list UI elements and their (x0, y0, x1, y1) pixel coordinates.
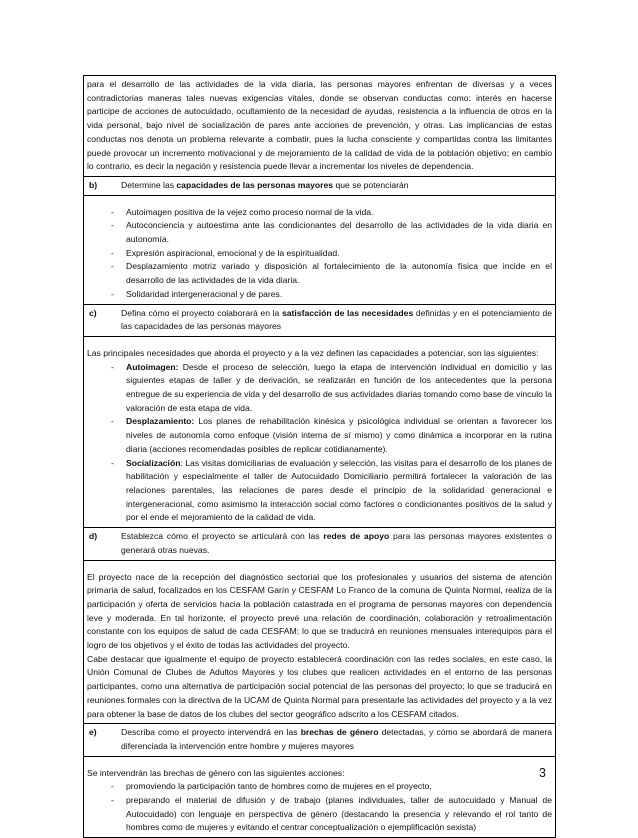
answer-e-cell (84, 756, 555, 838)
question-d-letter: d) (89, 531, 98, 542)
question-e-text (121, 726, 552, 753)
list-item (87, 415, 552, 456)
list-item: - promoviendo la participación tanto de hombres como de mujeres en el proyecto, (87, 780, 552, 794)
answer-c-intro: Las principales necesidades que aborda el proyecto y a la vez definen las capacidades a potenciar, son las siguientes: (87, 347, 539, 358)
list-item: - Solidaridad intergeneracional y de pares. (87, 288, 552, 302)
answer-d-cell (84, 560, 555, 724)
need-text: Desde el proceso de selección, luego la etapa de intervención individual en domicilio y las siguientes etapas de taller y de derivación, se realizarán en función de los antecedentes que la persona entregue de su experiencia de vida y del desarrollo de sus actividades diarias tomando como base de vinculo la valoración de esta etapa de vida. (126, 361, 552, 413)
question-d-pre: Establezca cómo el proyecto se articulará con las (121, 531, 324, 542)
list-item: - Expresión aspiracional, emocional y de la espiritualidad. (87, 247, 552, 261)
question-b-pre: Determine las (121, 179, 177, 190)
answer-d-paragraph-1: El proyecto nace de la recepción del diagnóstico sectorial que los profesionales y usuarios del sistema de atención primaria de salud, focalizados en los CESFAM Garín y CESFAM Lo Franco de la comuna de Quinta Normal, realiza de la participación y oferta de servicios hacia la población catastrada en el programa de personas mayores con dependencia leve y moderada. En tal horizonte, el proyecto prevé una relación de coordinación, colaboración y retroalimentación constante con los equipos de salud de cada CESFAM; lo que se traducirá en reuniones mensuales interequipos para el logro de los objetivos y el éxito de todas las actividades del proyecto. (87, 571, 552, 651)
page-number: 3 (539, 766, 546, 780)
answer-e-intro: Se intervendrán las brechas de género con las siguientes acciones: (87, 767, 345, 778)
need-term: Socialización (126, 457, 181, 468)
question-b-letter: b) (89, 179, 98, 190)
question-e-post: detectadas, y cómo se abordará de manera diferenciada la intervención entre hombre y mujeres mayores (121, 727, 552, 751)
needs-list (87, 361, 552, 525)
question-e-bold: brechas de género (300, 727, 379, 738)
capacities-list (87, 206, 552, 302)
need-term: Autoimagen: (126, 361, 179, 372)
list-item: - Autoimagen positiva de la vejez como proceso normal de la vida. (87, 206, 552, 220)
gender-actions-list (87, 780, 552, 835)
question-b-post: que se potenciarán (333, 179, 409, 190)
question-d-bold: redes de apoyo (323, 531, 390, 542)
question-c-bold: satisfacción de las necesidades (282, 307, 414, 318)
question-d-text (121, 530, 552, 557)
need-term: Desplazamiento: (126, 416, 195, 427)
question-c-letter: c) (89, 307, 97, 318)
questionnaire-table (83, 75, 556, 838)
question-c-row (84, 304, 555, 336)
intro-cell (84, 76, 555, 176)
question-e-row (84, 723, 555, 755)
list-item: - preparando el material de difusión y de trabajo (planes individuales, taller de autocuidado y Manual de Autocuidado) con lenguaje en perspectiva de género (destacando la presencia y relevando el rol tanto de hombres como de mujeres y evitando el centrar conceptualización o ejemplificación sexista) (87, 794, 552, 835)
question-d-post: para las personas mayores existentes o generará otras nuevas. (121, 531, 552, 555)
question-c-post: definidas y en el potenciamiento de las capacidades de las personas mayores (121, 307, 552, 332)
list-item (87, 361, 552, 416)
list-item: - Autoconciencia y autoestima ante las condicionantes del desarrollo de las actividades de la vida diaria en autonomía. (87, 219, 552, 246)
need-text: : Las visitas domiciliarias de evaluación y selección, las visitas para el desarrollo de los planes de habilitación y especialmente el taller de Autocuidado Domiciliario permitirá fortalecer la valoración de las relaciones parentales, las relaciones de pares desde el principio de la solidaridad generacional e intergeneracional, como asimismo la interacción social como factores o condicionantes positivos de la salud y por el ende el mejoramiento de la calidad de vida. (126, 457, 552, 523)
need-text: Los planes de rehabilitación kinésica y psicológica individual se orientan a favorecer los niveles de autonomía como enfoque (visión interna de sí mismo) y como dinámica a incorporar en la rutina diaria (acciones recomendadas posibles de replicar cotidianamente). (126, 416, 552, 454)
question-d-row (84, 527, 555, 559)
question-b-text (121, 179, 552, 193)
answer-d-paragraph-2: Cabe destacar que igualmente el equipo de proyecto establecerá coordinación con las redes sociales, en este caso, la Unión Comunal de Clubes de Adultos Mayores y los clubes que realicen actividades en el entorno de las personas participantes, como una alternativa de participación social potencial de las personas del proyecto; lo que se traducirá en reuniones formales con la directiva de la UCAM de Quinta Normal para presentarle las actividades del proyecto y a la vez para obtener la base de datos de los clubes del sector geográfico adscrito a los CESFAM citados. (87, 653, 552, 719)
answer-b-cell (84, 195, 555, 304)
question-c-text (121, 307, 552, 334)
question-e-pre: Describa como el proyecto intervendrá en las (121, 727, 301, 738)
question-e-letter: e) (89, 727, 97, 738)
answer-c-cell (84, 336, 555, 527)
intro-paragraph: para el desarrollo de las actividades de la vida diaria, las personas mayores enfrentan de diversas y a veces contradictorias maneras tales nuevas exigencias vitales, donde se observan conductas como: interés en hacerse participe de acciones de autocuidado, ocultamiento de la necesidad de ayudas, resistencia a la influencia de otros en la vida personal, bajo nivel de socialización de pares ante acciones de prevención, y otras. Las implicancias de estas conductas nos denota un problema relevante a combatir, pues la lucha consciente y compartidas contra las limitantes puede provocar un incremento motivacional y de mejoramiento de la calidad de vida de la población objetivo; en cambio lo contrario, es decir la negación y resistencia puede llevar a incrementar los niveles de dependencia. (87, 79, 552, 172)
list-item (87, 457, 552, 526)
question-b-bold: capacidades de las personas mayores (176, 179, 334, 190)
question-c-pre: Defina cómo el proyecto colaborará en la (121, 307, 282, 318)
list-item: - Desplazamiento motriz variado y disposición al fortalecimiento de la autonomía física que incide en el desarrollo de las actividades de la vida diaria. (87, 260, 552, 287)
question-b-row (84, 176, 555, 195)
